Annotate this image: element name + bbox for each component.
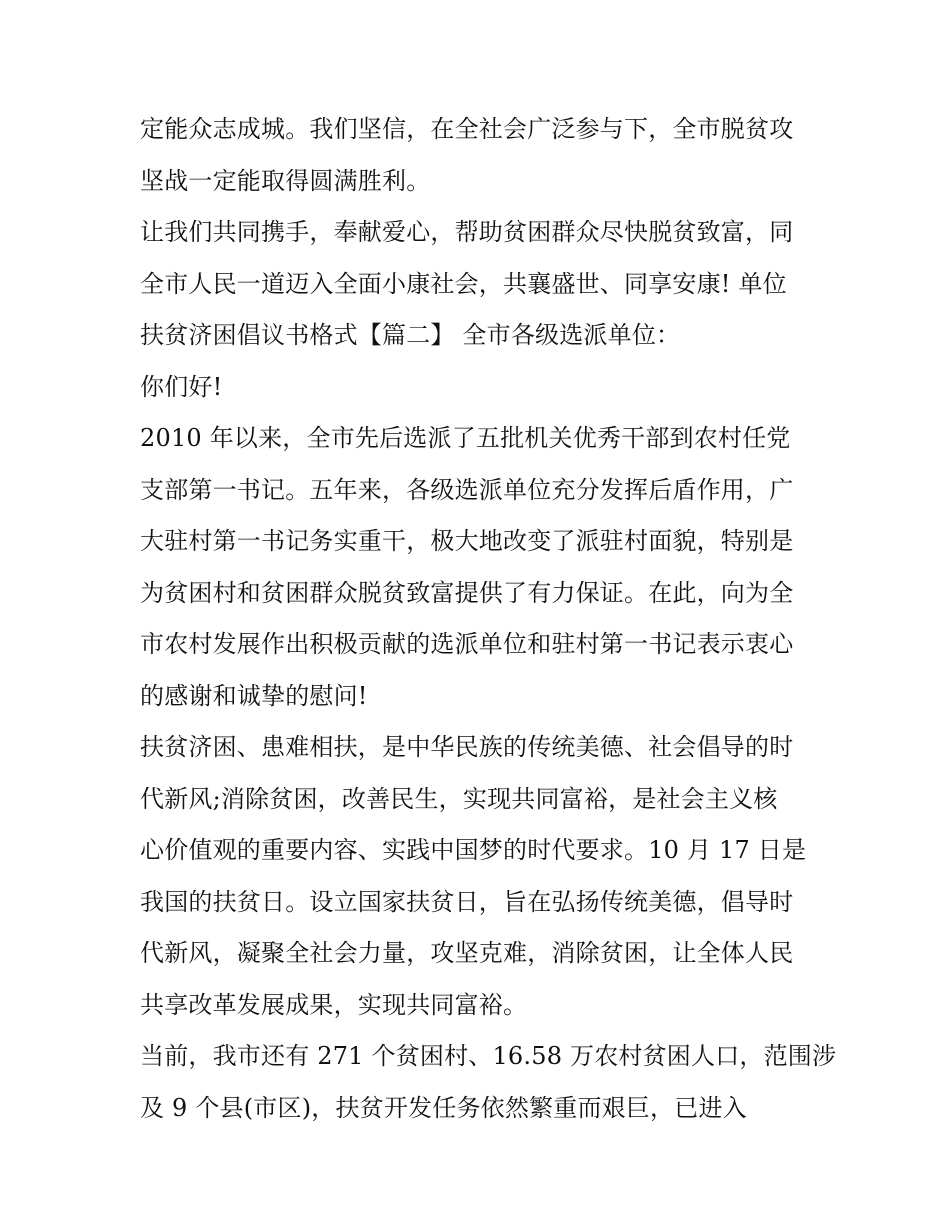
body-text [140,104,837,1134]
text-line-13: 扶贫济困、患难相扶，是中华民族的传统美德、社会倡导的时 [140,733,794,761]
text-line-17: 代新风，凝聚全社会力量，攻坚克难，消除贫困，让全体人民 [140,939,794,967]
text-line-18: 共享改革发展成果，实现共同富裕。 [140,990,528,1019]
text-line-10: 为贫困村和贫困群众脱贫致富提供了有力保证。在此，向为全 [140,578,794,607]
text-line-1: 定能众志成城。我们坚信，在全社会广泛参与下，全市脱贫攻 [140,115,794,143]
text-line-3: 让我们共同携手，奉献爱心，帮助贫困群众尽快脱贫致富，同 [140,218,794,246]
text-line-2: 坚战一定能取得圆满胜利。 [140,166,431,195]
text-line-15: 心价值观的重要内容、实践中国梦的时代要求。10 月 17 日是 [140,836,807,864]
text-line-8: 支部第一书记。五年来，各级选派单位充分发挥后盾作用，广 [140,475,794,504]
text-line-12: 的感谢和诚挚的慰问! [140,681,368,710]
text-line-19: 当前，我市还有 271 个贫困村、16.58 万农村贫困人口，范围涉 [140,1042,837,1070]
text-line-11: 市农村发展作出积极贡献的选派单位和驻村第一书记表示衷心 [140,630,794,658]
text-line-9: 大驻村第一书记务实重干，极大地改变了派驻村面貌，特别是 [140,527,794,555]
text-line-16: 我国的扶贫日。设立国家扶贫日，旨在弘扬传统美德，倡导时 [140,887,794,916]
text-line-6: 你们好! [140,372,223,401]
text-line-7: 2010 年以来，全市先后选派了五批机关优秀干部到农村任党 [140,424,791,452]
text-line-4: 全市人民一道迈入全面小康社会，共襄盛世、同享安康! 单位 [140,269,787,298]
text-line-5: 扶贫济困倡议书格式【篇二】 全市各级选派单位： [140,321,681,349]
text-line-14: 代新风;消除贫困，改善民生，实现共同富裕，是社会主义核 [140,784,778,813]
text-line-20: 及 9 个县(市区)，扶贫开发任务依然繁重而艰巨，已进入 [140,1093,747,1122]
